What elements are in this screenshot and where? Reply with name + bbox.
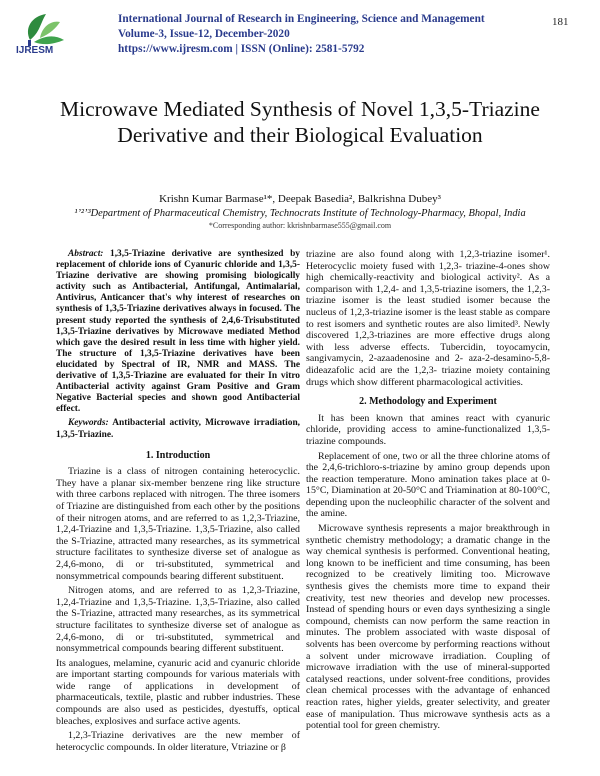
header-text	[118, 12, 558, 57]
journal-header	[0, 0, 600, 60]
journal-volume: Volume-3, Issue-12, December-2020	[118, 28, 290, 40]
keywords-text: Antibacterial activity, Microwave irradiation, 1,3,5-Triazine.	[56, 418, 301, 440]
paper-affiliation: ¹ʼ²ʼ³Department of Pharmaceutical Chemistry, Technocrats Institute of Technology-Pharmacy, Bhopal, India	[74, 208, 526, 219]
methods-paragraph-1: It has been known that amines react with cyanuric chloride, providing access to amine-functionalized 1,3,5-triazine compounds.	[306, 412, 550, 447]
keywords-label: Keywords:	[68, 418, 109, 429]
section-heading-methodology: 2. Methodology and Experiment	[359, 396, 497, 408]
section-heading-introduction: 1. Introduction	[145, 449, 211, 461]
intro-paragraph-1: Triazine is a class of nitrogen containing heterocyclic. They have a planar six-member benzene ring like structure with three carbons replaced with nitrogen. The three isomers of Triazine are distinguished from each other by the positions of their nitrogen atoms, and are referred to as 1,2,3-Triazine, 1,2,4-Triazine and 1,3,5-Triazine. 1,3,5-Triazine, also called the S-Triazine, attracted many researches, as its symmetrical structure facilitates to synthesize diverse set of analogue as 2,4,6-mono, di or tri-substituted, symmetrical and nonsymmetrical compounds bearing different substituent.	[56, 466, 300, 582]
paper-title: Microwave Mediated Synthesis of Novel 1,3,5-Triazine Derivative and their Biological Evaluation	[60, 97, 540, 147]
intro-paragraph-2: Nitrogen atoms, and are referred to as 1,2,3-Triazine, 1,2,4-Triazine and 1,3,5-Triazine. 1,3,5-Triazine, also called the S-Triazine, attracted many researches, as its symmetrical structure facilitates to synthesize diverse set of analogue as 2,4,6-mono, di or tri-substituted, symmetrical and nonsymmetrical compounds bearing different substituent.	[56, 585, 300, 655]
intro-paragraph-5: triazine are also found along with 1,2,3-triazine isomer¹. Heterocyclic moiety fused with 1,2,3- triazine-4-ones show high chemically-reactivity and biological activity². As a comparison with 1,2,4- and 1,3,5-triazine isomers, the 1,2,3-triazine isomer is the least studied isomer because the nucleus of 1,2,3-triazine isomer is the least stable as compare to rest isomers and synthetic routes are also limited³. Newly discovered 1,2,3-triazines are more effective drugs along with less adverse effects. Tubercidin, toyocamycin, sangivamycin, 2-azaadenosine and 2- aza-2-desamino-5,8-dideazafolic acid are the 1,2,3- triazine moiety containing drugs which show different pharmacological activities.	[306, 249, 550, 388]
intro-paragraph-3: Its analogues, melamine, cyanuric acid and cyanuric chloride are important starting compounds for various materials with wide range of applications in development of pharmaceuticals, textile, plastic and rubber industries. These compounds are also used as pesticides, dyestuffs, optical bleaches, explosives and surface active agents.	[56, 657, 300, 727]
page-number: 181	[552, 16, 569, 28]
paper-authors: Krishn Kumar Barmase¹*, Deepak Basedia², Balkrishna Dubey³	[159, 193, 441, 205]
corresponding-author: *Corresponding author: kkrishnbarmase555@gmail.com	[208, 221, 392, 230]
methods-paragraph-2: Replacement of one, two or all the three chlorine atoms of the 2,4,6-trichloro-s-triazine by amino group depends upon the reaction temperature. Mono amination takes place at 0-15°C, Diamination at 20-50°C and Triamination at 80-100°C, depending upon the nucleophilic character of the solvent and the amine.	[306, 450, 550, 520]
abstract-label: Abstract:	[68, 249, 104, 259]
journal-logo	[10, 10, 84, 58]
right-column	[306, 249, 550, 735]
logo-text: IJRESM	[16, 45, 54, 56]
left-column	[56, 249, 300, 756]
methods-paragraph-3: Microwave synthesis represents a major breakthrough in synthetic chemistry methodology; a dramatic change in the way chemical synthesis is performed. Conventional heating, long known to be inefficient and time consuming, has been recognized to be creatively limiting too. Microwave synthesis gives the chemists more time to expand their creativity, test new theories and develop new processes. Instead of spending hours or even days synthesizing a single compound, chemists can now perform the same reaction in minutes. The problem associated with waste disposal of solvents has been overcome by performing reactions without a solvent under microwave irradiation. Coupling of microwave irradiation with the use of mineral-supported catalysed reactions, under solvent-free conditions, provides clean chemical processes with the advantage of enhanced reaction rates, higher yields, greater selectivity, and greater ease of manipulation. Thus microwave synthesis acts as a potential tool for green chemistry.	[306, 523, 550, 732]
journal-website[interactable]: https://www.ijresm.com | ISSN (Online): 2581-5792	[118, 43, 365, 55]
journal-name: International Journal of Research in Engineering, Science and Management	[118, 13, 485, 25]
keywords	[56, 418, 300, 441]
abstract-text: 1,3,5-Triazine derivative are synthesized by replacement of chloride ions of Cyanuric chloride and 1,3,5-Triazine derivative are showing promising biologically activity such as Antibacterial, Antifungal, Antimalarial, Antivirus, Anticancer that's why interest of researches on synthesis of 1,3,5-Triazine derivatives always in focused. The present study reported the synthesis of 2,4,6-Trisubstituted 1,3,5-Triazine derivatives by Microwave mediated Method which gave the desired result in less time with higher yield. The structure of 1,3,5-Triazine derivatives have been elucidated by Spectral of IR, NMR and MASS. The derivative of 1,3,5-Triazine are evaluated for their In vitro Antibacterial activity against Gram Positive and Gram Negative Bacterial species and shown good Antibacterial effect.	[56, 249, 300, 415]
abstract	[56, 249, 300, 415]
intro-paragraph-4: 1,2,3-Triazine derivatives are the new member of heterocyclic compounds. In older literature, Vtriazine or β	[56, 730, 300, 753]
